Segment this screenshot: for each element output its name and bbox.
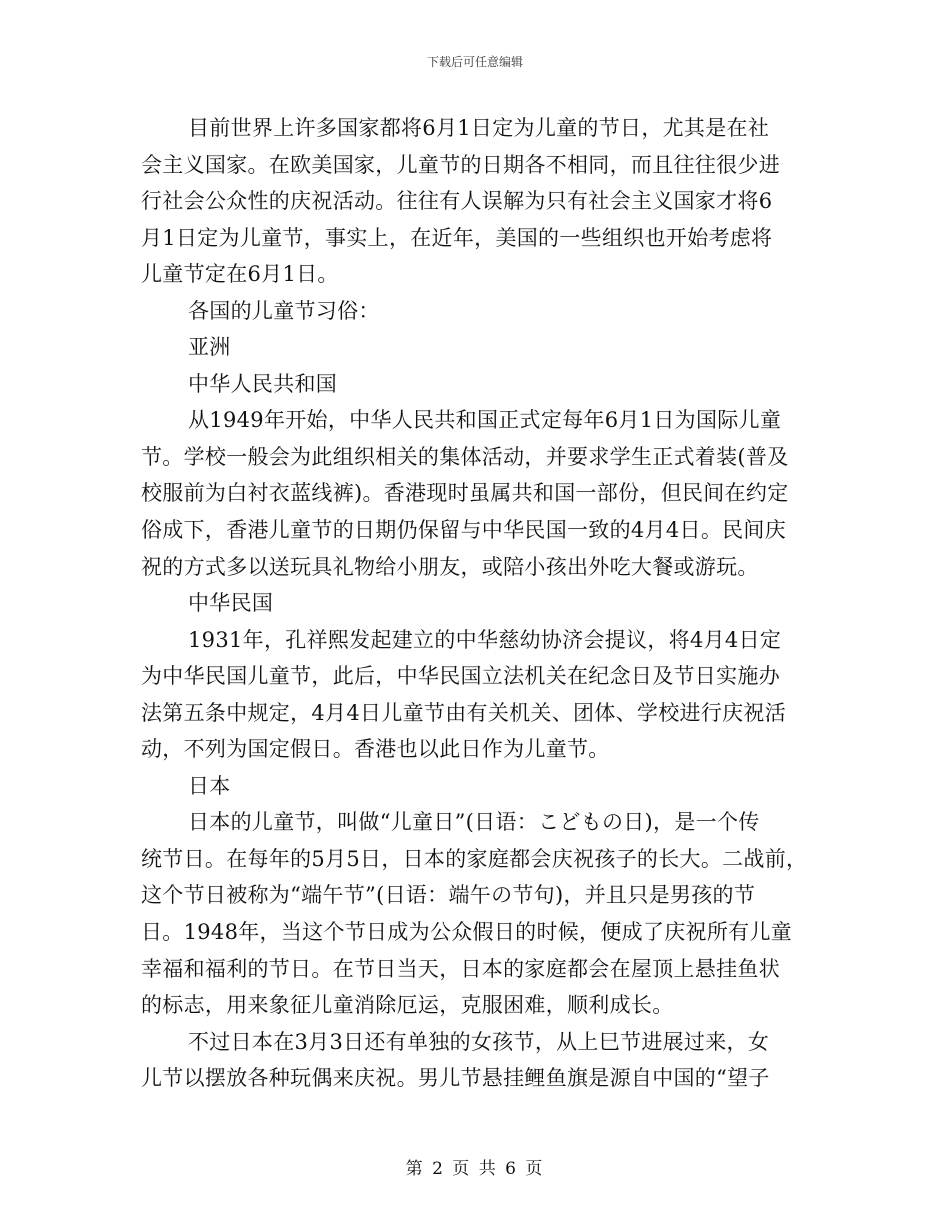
text-line: 月1日定为儿童节，事实上，在近年，美国的一些组织也开始考虑将 xyxy=(141,225,773,250)
text-line: 法第五条中规定，4月4日儿童节由有关机关、团体、学校进行庆祝活 xyxy=(141,700,787,725)
text-line: 统节日。在每年的5月5日，日本的家庭都会庆祝孩子的长大。二战前， xyxy=(141,846,808,871)
text-line: 1931年，孔祥熙发起建立的中华慈幼协济会提议，将4月4日定 xyxy=(188,627,782,652)
text-line: 儿节以摆放各种玩偶来庆祝。男儿节悬挂鲤鱼旗是源自中国的“望子 xyxy=(141,1066,770,1091)
section-heading: 各国的儿童节习俗： xyxy=(188,298,380,323)
text-line: 会主义国家。在欧美国家，儿童节的日期各不相同，而且往往很少进 xyxy=(141,152,780,177)
text-line: 从1949年开始，中华人民共和国正式定每年6月1日为国际儿童 xyxy=(188,408,782,433)
text-line: 日。1948年，当这个节日成为公众假日的时候，便成了庆祝所有儿童 xyxy=(141,920,793,945)
page-header: 下载后可任意编辑 xyxy=(426,55,523,69)
text-line: 节。学校一般会为此组织相关的集体活动，并要求学生正式着装(普及 xyxy=(141,444,789,469)
text-line: 行社会公众性的庆祝活动。往往有人误解为只有社会主义国家才将6 xyxy=(141,189,773,214)
text-line: 儿童节定在6月1日。 xyxy=(141,262,339,287)
text-line: 祝的方式多以送玩具礼物给小朋友，或陪小孩出外吃大餐或游玩。 xyxy=(141,554,759,579)
text-line: 的标志，用来象征儿童消除厄运，克服困难，顺利成长。 xyxy=(141,993,674,1018)
text-line: 幸福和福利的节日。在节日当天，日本的家庭都会在屋顶上悬挂鱼状 xyxy=(141,956,780,981)
text-line: 校服前为白衬衣蓝线裤)。香港现时虽属共和国一部份，但民间在约定 xyxy=(141,481,789,506)
text-line: 目前世界上许多国家都将6月1日定为儿童的节日，尤其是在社 xyxy=(188,116,770,140)
text-line: 俗成下，香港儿童节的日期仍保留与中华民国一致的4月4日。民间庆 xyxy=(141,518,787,543)
section-heading: 中华民国 xyxy=(188,591,274,616)
section-heading: 亚洲 xyxy=(188,335,231,360)
text-line: 不过日本在3月3日还有单独的女孩节，从上巳节进展过来，女 xyxy=(188,1029,770,1054)
text-line: 为中华民国儿童节，此后，中华民国立法机关在纪念日及节日实施办 xyxy=(141,664,780,689)
text-line: 动，不列为国定假日。香港也以此日作为儿童节。 xyxy=(141,737,610,762)
section-heading: 中华人民共和国 xyxy=(188,371,338,396)
document-body xyxy=(141,110,831,1097)
page-footer: 第 2 页 共 6 页 xyxy=(405,1159,545,1179)
text-line: 日本的儿童节，叫做“儿童日”(日语：こどもの日)，是一个传 xyxy=(188,810,760,835)
section-heading: 日本 xyxy=(188,773,231,798)
text-line: 这个节日被称为“端午节”(日语：端午の节句)，并且只是男孩的节 xyxy=(141,883,756,908)
